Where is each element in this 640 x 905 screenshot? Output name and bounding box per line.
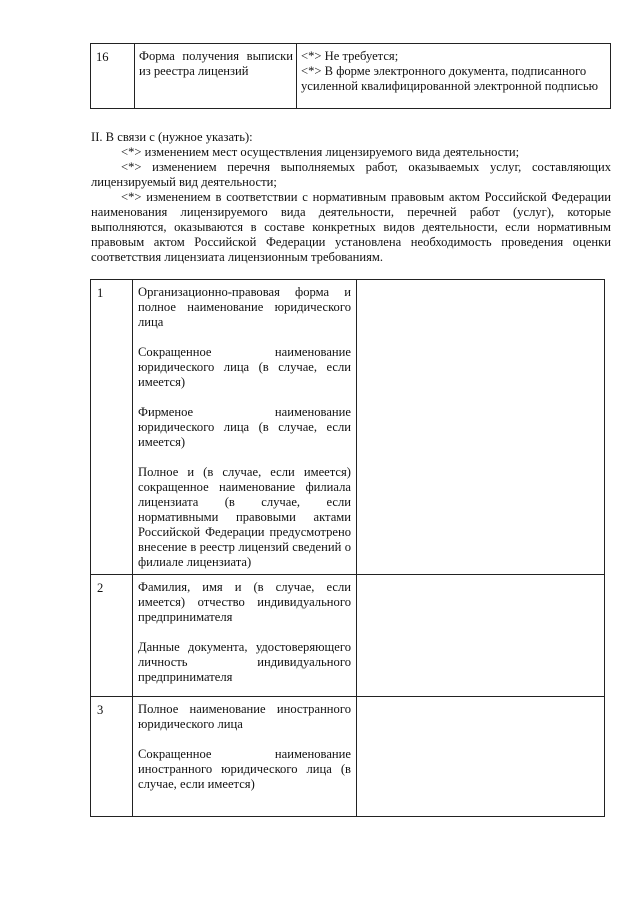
row-label: Форма получения выписки из реестра лицензий <box>135 44 297 109</box>
licensee-details-table <box>90 279 605 817</box>
field-label: Полное наименование иностранного юридического лица <box>138 702 351 731</box>
section-ii <box>91 130 611 265</box>
option-electronic-document[interactable]: <*> В форме электронного документа, подписанного усиленной квалифицированной электронной подписью <box>301 64 599 93</box>
row-number: 3 <box>91 697 133 817</box>
table-row <box>91 575 605 697</box>
row-number: 1 <box>91 280 133 575</box>
row-labels <box>133 575 357 697</box>
row-number: 16 <box>91 44 135 109</box>
option-not-required[interactable]: <*> Не требуется; <box>301 49 399 63</box>
field-label: Сокращенное наименование иностранного юридического лица (в случае, если имеется) <box>138 747 351 791</box>
table-row <box>91 44 611 109</box>
field-label: Фамилия, имя и (в случае, если имеется) отчество индивидуального предпринимателя <box>138 580 351 624</box>
section-heading: II. В связи с (нужное указать): <box>91 130 253 144</box>
row-number: 2 <box>91 575 133 697</box>
field-label: Фирменое наименование юридического лица (в случае, если имеется) <box>138 405 351 449</box>
table-row <box>91 280 605 575</box>
option-change-works-list[interactable]: <*> изменением перечня выполняемых работ, оказываемых услуг, составляющих лицензируемый вид деятельности; <box>91 160 611 189</box>
receipt-form-table <box>90 43 611 109</box>
row-options <box>297 44 611 109</box>
field-label: Полное и (в случае, если имеется) сокращенное наименование филиала лицензиата (в случае, если нормативными правовыми актами Российской Федерации предусмотрено внесение в реестр лицензий сведений о филиале лицензиата) <box>138 465 351 569</box>
value-cell[interactable] <box>357 697 605 817</box>
field-label: Данные документа, удостоверяющего личность индивидуального предпринимателя <box>138 640 351 684</box>
value-cell[interactable] <box>357 575 605 697</box>
field-label: Сокращенное наименование юридического лица (в случае, если имеется) <box>138 345 351 389</box>
field-label: Организационно-правовая форма и полное наименование юридического лица <box>138 285 351 329</box>
row-labels <box>133 697 357 817</box>
option-change-by-regulation[interactable]: <*> изменением в соответствии с нормативным правовым актом Российской Федерации наименования лицензируемого вида деятельности, перечней работ (услуг), которые выполняются, оказываются в составе конкретных видов деятельности, если нормативным правовым актом Российской Федерации установлена необходимость проведения оценки соответствия лицензиата лицензионным требованиям. <box>91 190 611 264</box>
table-row <box>91 697 605 817</box>
row-labels <box>133 280 357 575</box>
value-cell[interactable] <box>357 280 605 575</box>
option-change-locations[interactable]: <*> изменением мест осуществления лицензируемого вида деятельности; <box>121 145 520 159</box>
